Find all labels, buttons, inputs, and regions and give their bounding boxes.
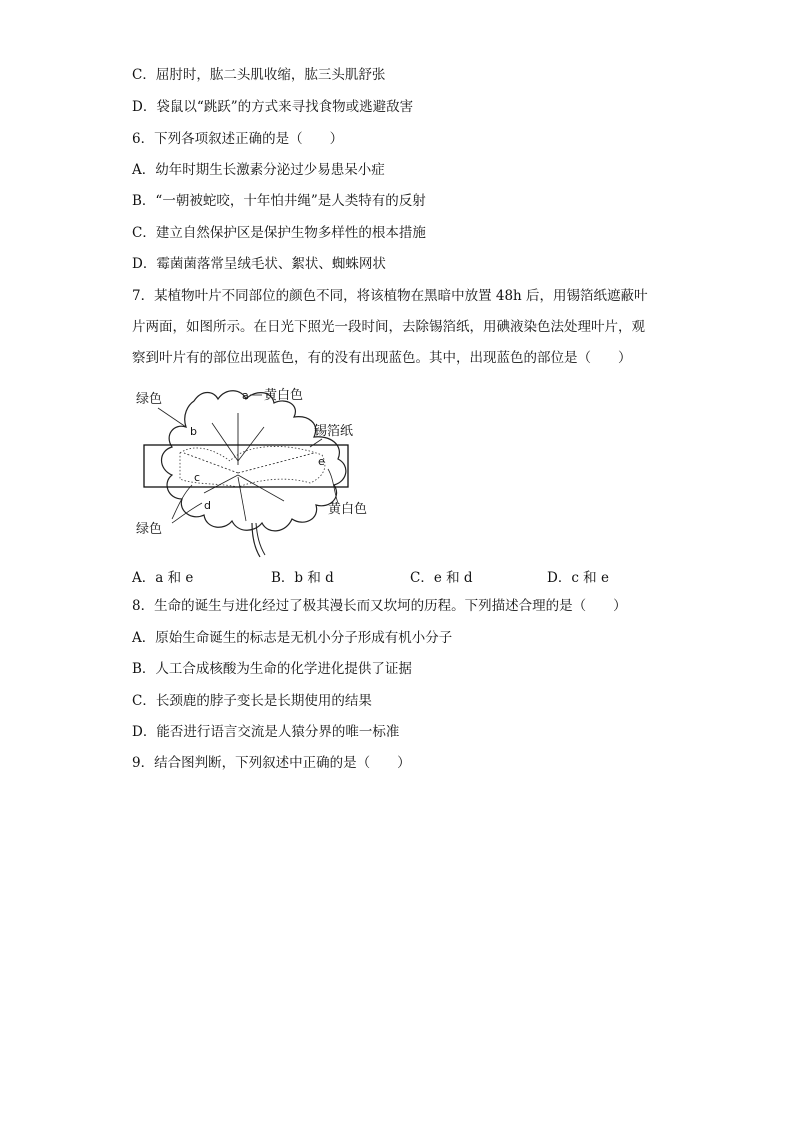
q6-option-d: D．霉菌菌落常呈绒毛状、絮状、蜘蛛网状 xyxy=(132,256,386,272)
q7-option-b: B．b 和 d xyxy=(271,570,334,586)
q5-option-c: C．屈肘时，肱二头肌收缩，肱三头肌舒张 xyxy=(132,67,386,83)
q6-option-a: A．幼年时期生长激素分泌过少易患呆小症 xyxy=(132,162,385,178)
label-yellow-white-bottom: 黄白色 xyxy=(328,502,368,517)
q8-option-c: C．长颈鹿的脖子变长是长期使用的结果 xyxy=(132,693,372,709)
leaf-diagram xyxy=(134,383,384,563)
leaf-figure xyxy=(134,383,384,563)
q7-stem-line2: 片两面，如图所示。在日光下照光一段时间，去除锡箔纸，用碘液染色法处理叶片，观 xyxy=(132,319,645,335)
q7-option-c: C．e 和 d xyxy=(410,570,473,586)
mark-e: e xyxy=(318,455,325,468)
q6-option-b: B．“一朝被蛇咬，十年怕井绳”是人类特有的反射 xyxy=(132,193,426,209)
q7-option-a: A．a 和 e xyxy=(132,570,194,586)
q8-option-b: B．人工合成核酸为生命的化学进化提供了证据 xyxy=(132,661,412,677)
q7-option-d: D．c 和 e xyxy=(547,570,609,586)
q7-stem-line3: 察到叶片有的部位出现蓝色，有的没有出现蓝色。其中，出现蓝色的部位是（ ） xyxy=(132,350,632,366)
mark-b: b xyxy=(190,425,197,438)
q7-options xyxy=(132,566,652,584)
q5-option-d: D．袋鼠以“跳跃”的方式来寻找食物或逃避敌害 xyxy=(132,99,414,115)
q9-stem: 9．结合图判断，下列叙述中正确的是（ ） xyxy=(132,755,411,771)
q8-option-d: D．能否进行语言交流是人猿分界的唯一标准 xyxy=(132,724,400,740)
label-green-bottom: 绿色 xyxy=(136,522,163,537)
mark-a: a xyxy=(242,389,249,402)
label-foil: 锡箔纸 xyxy=(314,424,354,439)
q8-option-a: A．原始生命诞生的标志是无机小分子形成有机小分子 xyxy=(132,630,453,646)
label-yellow-white-top: 黄白色 xyxy=(264,388,304,403)
q6-option-c: C．建立自然保护区是保护生物多样性的根本措施 xyxy=(132,225,426,241)
mark-d: d xyxy=(204,499,211,512)
q8-stem: 8．生命的诞生与进化经过了极其漫长而又坎坷的历程。下列描述合理的是（ ） xyxy=(132,598,627,614)
mark-c: c xyxy=(194,471,201,484)
q6-stem: 6．下列各项叙述正确的是（ ） xyxy=(132,131,344,147)
q7-stem-line1: 7．某植物叶片不同部位的颜色不同，将该植物在黑暗中放置 48h 后，用锡箔纸遮蔽叶 xyxy=(132,288,648,304)
label-green-top: 绿色 xyxy=(136,392,163,407)
